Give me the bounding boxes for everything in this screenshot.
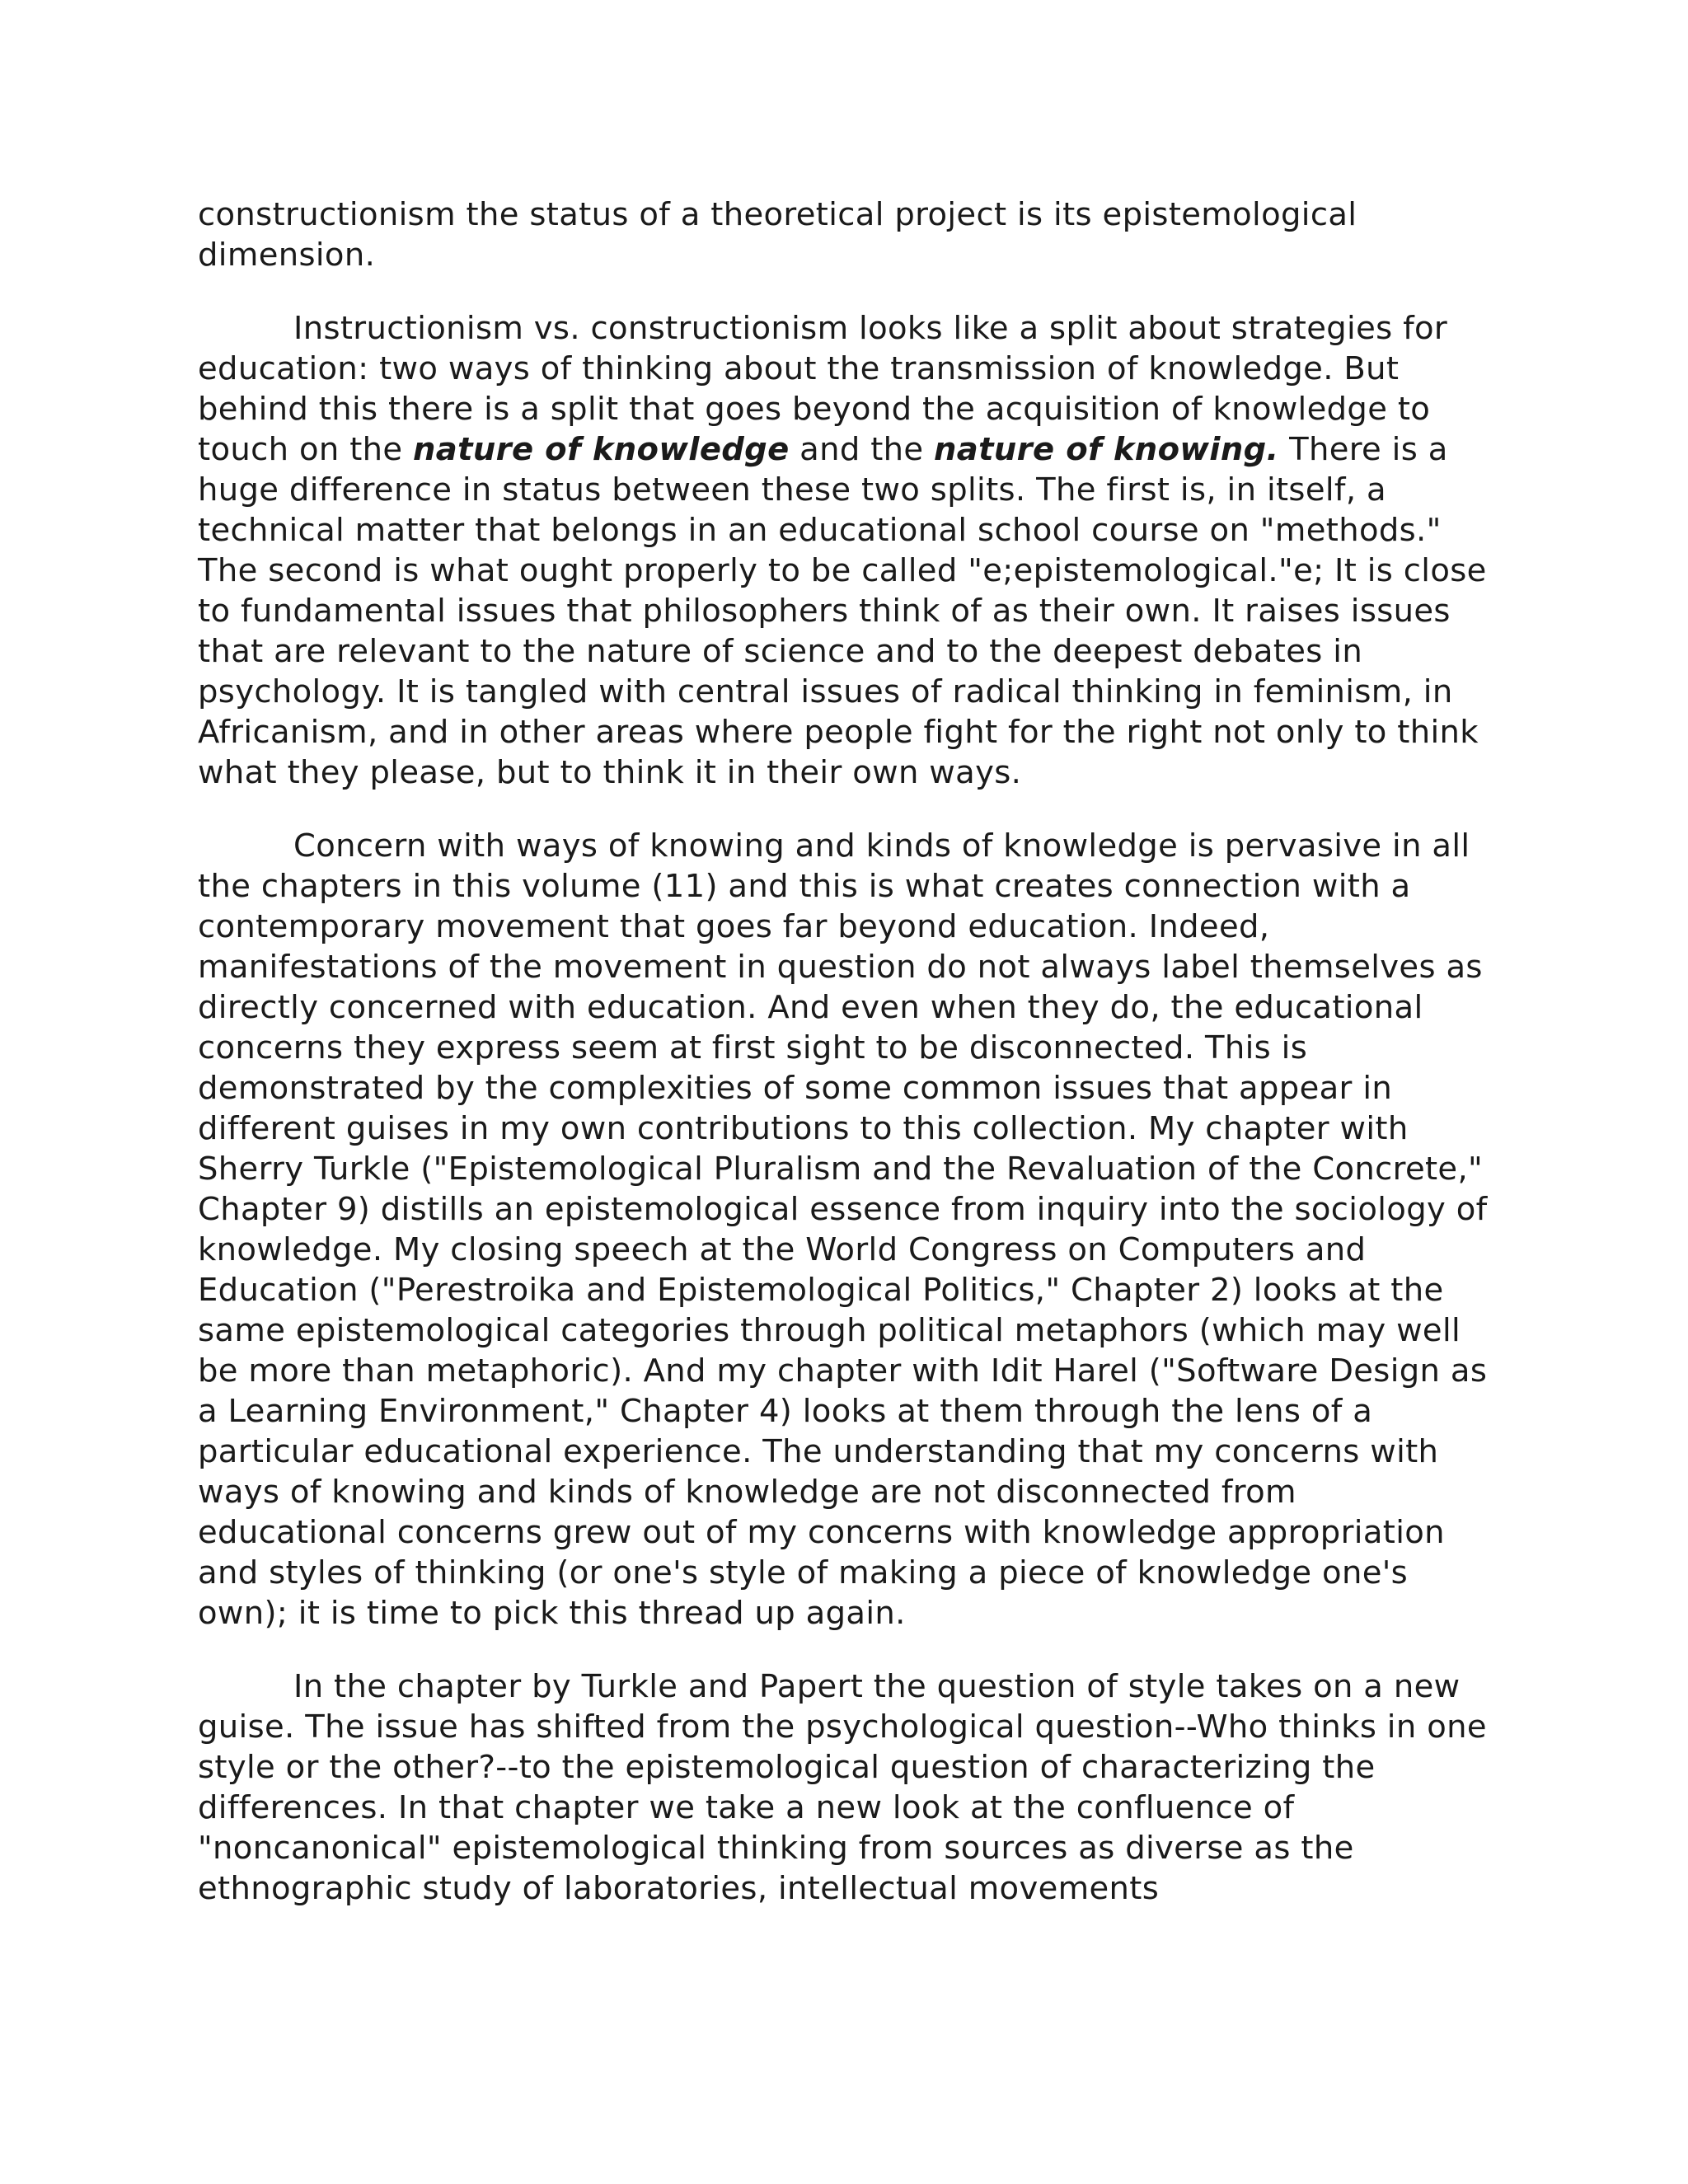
paragraph-text: Concern with ways of knowing and kinds of knowledge is pervasive in all the chapters in this volume (11) and this is what creates connection with a contemporary movement that goes far beyond education. Indeed, manifestations of the movement in question do not always label themselves as directly concerned with education. And even when they do, the educational concerns they express seem at first sight to be disconnected. This is demonstrated by the complexities of some common issues that appear in different guises in my own contributions to this collection. My chapter with Sherry Turkle ("Epistemological Pluralism and the Revaluation of the Concrete," Chapter 9) distills an epistemological essence from inquiry into the sociology of knowledge. My closing speech at the World Congress on Computers and Education ("Perestroika and Epistemological Politics," Chapter 2) looks at the same epistemological categories through political metaphors (which may well be more than metaphoric). And my chapter with Idit Harel ("Software Design as a Learning Environment," Chapter 4) looks at them through the lens of a particular educational experience. The understanding that my concerns with ways of knowing and kinds of knowledge are not disconnected from educational concerns grew out of my concerns with knowledge appropriation and styles of thinking (or one's style of making a piece of knowledge one's own); it is time to pick this thread up again. [198, 827, 1488, 1632]
paragraph-4 [198, 1666, 1492, 1909]
body-text [198, 194, 1492, 1942]
emphasis-nature-of-knowledge: nature of knowledge [413, 431, 790, 468]
paragraph-2 [198, 308, 1492, 793]
paragraph-3 [198, 826, 1492, 1633]
paragraph-text: constructionism the status of a theoretical project is its epistemological dimension. [198, 196, 1357, 274]
paragraph-text: There is a huge difference in status between these two splits. The first is, in itself, a technical matter that belongs in an educational school course on "methods." The second is what ought properly to be called "e;epistemological."e; It is close to fundamental issues that philosophers think of as their own. It raises issues that are relevant to the nature of science and to the deepest debates in psychology. It is tangled with central issues of radical thinking in feminism, in Africanism, and in other areas where people fight for the right not only to think what they please, but to think it in their own ways. [198, 431, 1487, 791]
emphasis-nature-of-knowing: nature of knowing. [934, 431, 1279, 468]
paragraph-text: In the chapter by Turkle and Papert the question of style takes on a new guise. The issue has shifted from the psychological question--Who thinks in one style or the other?--to the epistemological question of characterizing the differences. In that chapter we take a new look at the confluence of "noncanonical" epistemological thinking from sources as diverse as the ethnographic study of laboratories, intellectual movements [198, 1668, 1487, 1907]
paragraph-1 [198, 194, 1492, 275]
paragraph-text: Instructionism vs. constructionism looks like a split about strategies for education: two ways of thinking about the transmission of knowledge. But behind this there is a split that goes beyond the acquisition of knowledge to touch on the [198, 310, 1448, 468]
paragraph-text: and the [789, 431, 935, 468]
